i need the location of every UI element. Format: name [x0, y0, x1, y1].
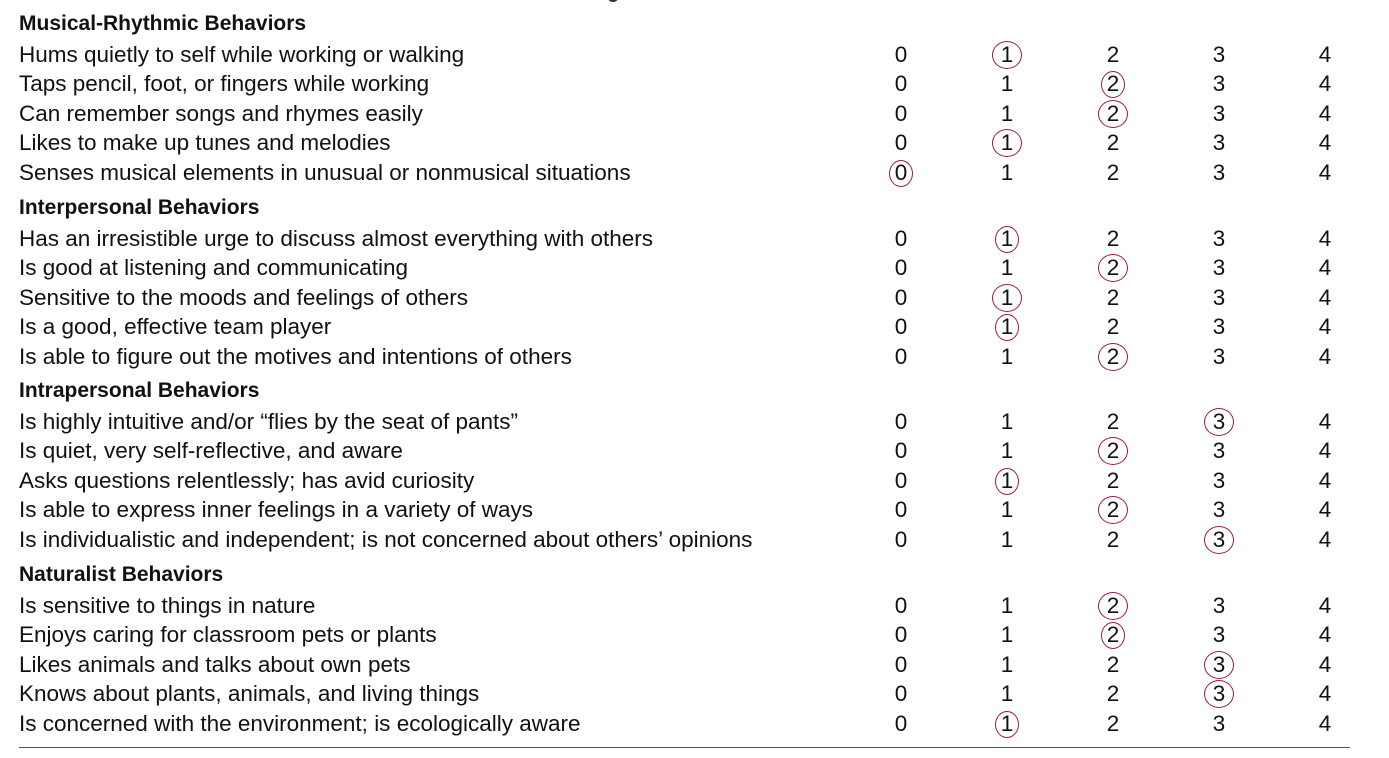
score-option[interactable]: 0: [894, 710, 908, 736]
rating-row: [19, 283, 1359, 313]
score-option-circled[interactable]: 1: [987, 40, 1027, 70]
score-option-circled[interactable]: 1: [987, 312, 1027, 342]
score-option-circled[interactable]: 3: [1199, 525, 1239, 555]
score-option[interactable]: 0: [894, 284, 908, 310]
score-option[interactable]: 2: [1106, 42, 1120, 67]
score-option[interactable]: 2: [1106, 526, 1120, 552]
score-option-circled[interactable]: 2: [1093, 99, 1133, 129]
score-option[interactable]: 4: [1318, 409, 1332, 434]
rating-row: [19, 158, 1359, 188]
behavior-text: Is highly intuitive and/or “flies by the seat of pants”: [19, 409, 519, 434]
score-option[interactable]: 2: [1106, 651, 1120, 677]
score-option[interactable]: 3: [1212, 593, 1226, 618]
score-option-circled[interactable]: 2: [1093, 495, 1133, 525]
score-option[interactable]: 0: [894, 438, 908, 464]
score-option[interactable]: 0: [894, 467, 908, 493]
score-option[interactable]: 0: [894, 255, 908, 281]
score-option[interactable]: 4: [1318, 100, 1332, 126]
rating-row: [19, 495, 1359, 525]
score-option[interactable]: 3: [1212, 159, 1226, 185]
clipped-top-text-fragment: [607, 0, 619, 2]
score-option[interactable]: 4: [1318, 71, 1332, 97]
behavior-text: Hums quietly to self while working or walking: [19, 42, 465, 67]
score-option[interactable]: 0: [894, 71, 908, 97]
score-option[interactable]: 2: [1106, 314, 1120, 340]
score-option[interactable]: 3: [1212, 284, 1226, 310]
score-option-circled[interactable]: 2: [1093, 253, 1133, 283]
score-option-circled[interactable]: 0: [881, 158, 921, 188]
score-option[interactable]: 4: [1318, 314, 1332, 340]
score-option[interactable]: 0: [894, 130, 908, 156]
behavior-text: Is sensitive to things in nature: [19, 593, 316, 618]
score-option[interactable]: 0: [894, 100, 908, 126]
score-option[interactable]: 3: [1212, 130, 1226, 156]
score-option[interactable]: 4: [1318, 255, 1332, 281]
score-option[interactable]: 4: [1318, 226, 1332, 251]
score-option[interactable]: 4: [1318, 343, 1332, 369]
score-option[interactable]: 3: [1212, 71, 1226, 97]
score-option[interactable]: 0: [894, 651, 908, 677]
score-option[interactable]: 4: [1318, 284, 1332, 310]
section-title: Musical-Rhythmic Behaviors: [19, 12, 307, 35]
score-option[interactable]: 0: [894, 226, 908, 251]
score-option[interactable]: 2: [1106, 130, 1120, 156]
score-option[interactable]: 0: [894, 526, 908, 552]
behavior-text: Is good at listening and communicating: [19, 255, 408, 281]
score-option[interactable]: 0: [894, 681, 908, 707]
score-option[interactable]: 0: [894, 409, 908, 434]
score-option[interactable]: 2: [1106, 710, 1120, 736]
score-option-circled[interactable]: 2: [1093, 591, 1133, 621]
score-option[interactable]: 1: [1000, 409, 1014, 434]
score-option[interactable]: 3: [1212, 710, 1226, 736]
rating-row: [19, 128, 1359, 158]
behavior-text: Has an irresistible urge to discuss almost everything with others: [19, 226, 654, 251]
rating-row: [19, 679, 1359, 709]
score-option[interactable]: 0: [894, 42, 908, 67]
score-option[interactable]: 1: [1000, 681, 1014, 707]
score-option[interactable]: 1: [1000, 497, 1014, 523]
behavior-text: Is concerned with the environment; is ecologically aware: [19, 710, 581, 736]
score-option[interactable]: 0: [894, 497, 908, 523]
rating-row: [19, 591, 1359, 621]
behavior-text: Knows about plants, animals, and living things: [19, 681, 480, 707]
score-option[interactable]: 4: [1318, 467, 1332, 493]
rating-row: [19, 620, 1359, 650]
score-option[interactable]: 3: [1212, 343, 1226, 369]
score-option[interactable]: 3: [1212, 226, 1226, 251]
score-option[interactable]: 3: [1212, 622, 1226, 648]
behavior-text: Likes to make up tunes and melodies: [19, 130, 391, 156]
score-option[interactable]: 3: [1212, 255, 1226, 281]
behavior-text: Can remember songs and rhymes easily: [19, 100, 423, 126]
behavior-text: Likes animals and talks about own pets: [19, 651, 411, 677]
behavior-text: Sensitive to the moods and feelings of others: [19, 284, 469, 310]
score-option[interactable]: 1: [1000, 651, 1014, 677]
score-option[interactable]: 4: [1318, 593, 1332, 618]
score-option[interactable]: 1: [1000, 622, 1014, 648]
behavior-text: Is quiet, very self-reflective, and aware: [19, 438, 403, 464]
score-option-circled[interactable]: 3: [1199, 650, 1239, 680]
rating-row: [19, 407, 1359, 437]
score-option-circled[interactable]: 1: [987, 709, 1027, 739]
behavior-text: Is able to express inner feelings in a variety of ways: [19, 497, 534, 523]
score-option[interactable]: 2: [1106, 681, 1120, 707]
score-option[interactable]: 4: [1318, 42, 1332, 67]
score-option-circled[interactable]: 1: [987, 283, 1027, 313]
behavior-text: Is a good, effective team player: [19, 314, 332, 340]
score-option[interactable]: 2: [1106, 159, 1120, 185]
behavior-text: Taps pencil, foot, or fingers while working: [19, 71, 430, 97]
score-option[interactable]: 4: [1318, 651, 1332, 677]
score-option-circled[interactable]: 3: [1199, 407, 1239, 437]
score-option[interactable]: 4: [1318, 681, 1332, 707]
score-option[interactable]: 3: [1212, 497, 1226, 523]
score-option[interactable]: 4: [1318, 497, 1332, 523]
score-option[interactable]: 1: [1000, 526, 1014, 552]
score-option-circled[interactable]: 2: [1093, 342, 1133, 372]
score-option[interactable]: 1: [1000, 438, 1014, 464]
score-option[interactable]: 1: [1000, 71, 1014, 97]
score-option[interactable]: 0: [894, 314, 908, 340]
score-option[interactable]: 4: [1318, 622, 1332, 648]
score-option-circled[interactable]: 2: [1093, 436, 1133, 466]
score-option[interactable]: 3: [1212, 100, 1226, 126]
behavior-text: Enjoys caring for classroom pets or plants: [19, 622, 437, 648]
score-option[interactable]: 4: [1318, 438, 1332, 464]
score-option[interactable]: 4: [1318, 710, 1332, 736]
rating-row: [19, 342, 1359, 372]
rating-row: [19, 436, 1359, 466]
score-option-circled[interactable]: 1: [987, 466, 1027, 496]
score-option-circled[interactable]: 3: [1199, 679, 1239, 709]
score-option[interactable]: 1: [1000, 343, 1014, 369]
score-option[interactable]: 0: [894, 593, 908, 618]
rating-row: [19, 525, 1359, 555]
score-option[interactable]: 4: [1318, 130, 1332, 156]
score-option[interactable]: 3: [1212, 467, 1226, 493]
score-option[interactable]: 2: [1106, 467, 1120, 493]
behavior-text: Is able to figure out the motives and intentions of others: [19, 343, 572, 369]
score-option[interactable]: 1: [1000, 593, 1014, 618]
section-title: Intrapersonal Behaviors: [19, 379, 260, 402]
bottom-rule: [19, 747, 1350, 748]
rating-row: [19, 40, 1359, 70]
score-option-circled[interactable]: 1: [987, 224, 1027, 254]
rating-row: [19, 709, 1359, 739]
score-option[interactable]: 4: [1318, 159, 1332, 185]
rating-row: [19, 312, 1359, 342]
behavior-text: Senses musical elements in unusual or nonmusical situations: [19, 159, 631, 185]
rating-row: [19, 466, 1359, 496]
score-option-circled[interactable]: 1: [987, 128, 1027, 158]
rating-row: [19, 224, 1359, 254]
score-option[interactable]: 1: [1000, 255, 1014, 281]
behavior-text: Is individualistic and independent; is not concerned about others’ opinions: [19, 526, 753, 552]
score-option[interactable]: 0: [894, 343, 908, 369]
rating-row: [19, 69, 1359, 99]
score-option[interactable]: 1: [1000, 159, 1014, 185]
score-option[interactable]: 3: [1212, 314, 1226, 340]
score-option-circled[interactable]: 2: [1093, 69, 1133, 99]
score-option[interactable]: 2: [1106, 226, 1120, 251]
section-title: Naturalist Behaviors: [19, 563, 224, 586]
behavior-text: Asks questions relentlessly; has avid curiosity: [19, 467, 475, 493]
section-title: Interpersonal Behaviors: [19, 196, 260, 219]
score-option[interactable]: 3: [1212, 438, 1226, 464]
rating-row: [19, 99, 1359, 129]
score-option[interactable]: 2: [1106, 284, 1120, 310]
score-option-circled[interactable]: 2: [1093, 620, 1133, 650]
score-option[interactable]: 1: [1000, 100, 1014, 126]
score-option[interactable]: 2: [1106, 409, 1120, 434]
score-option[interactable]: 4: [1318, 526, 1332, 552]
score-option[interactable]: 0: [894, 622, 908, 648]
rating-row: [19, 253, 1359, 283]
rating-row: [19, 650, 1359, 680]
score-option[interactable]: 3: [1212, 42, 1226, 67]
